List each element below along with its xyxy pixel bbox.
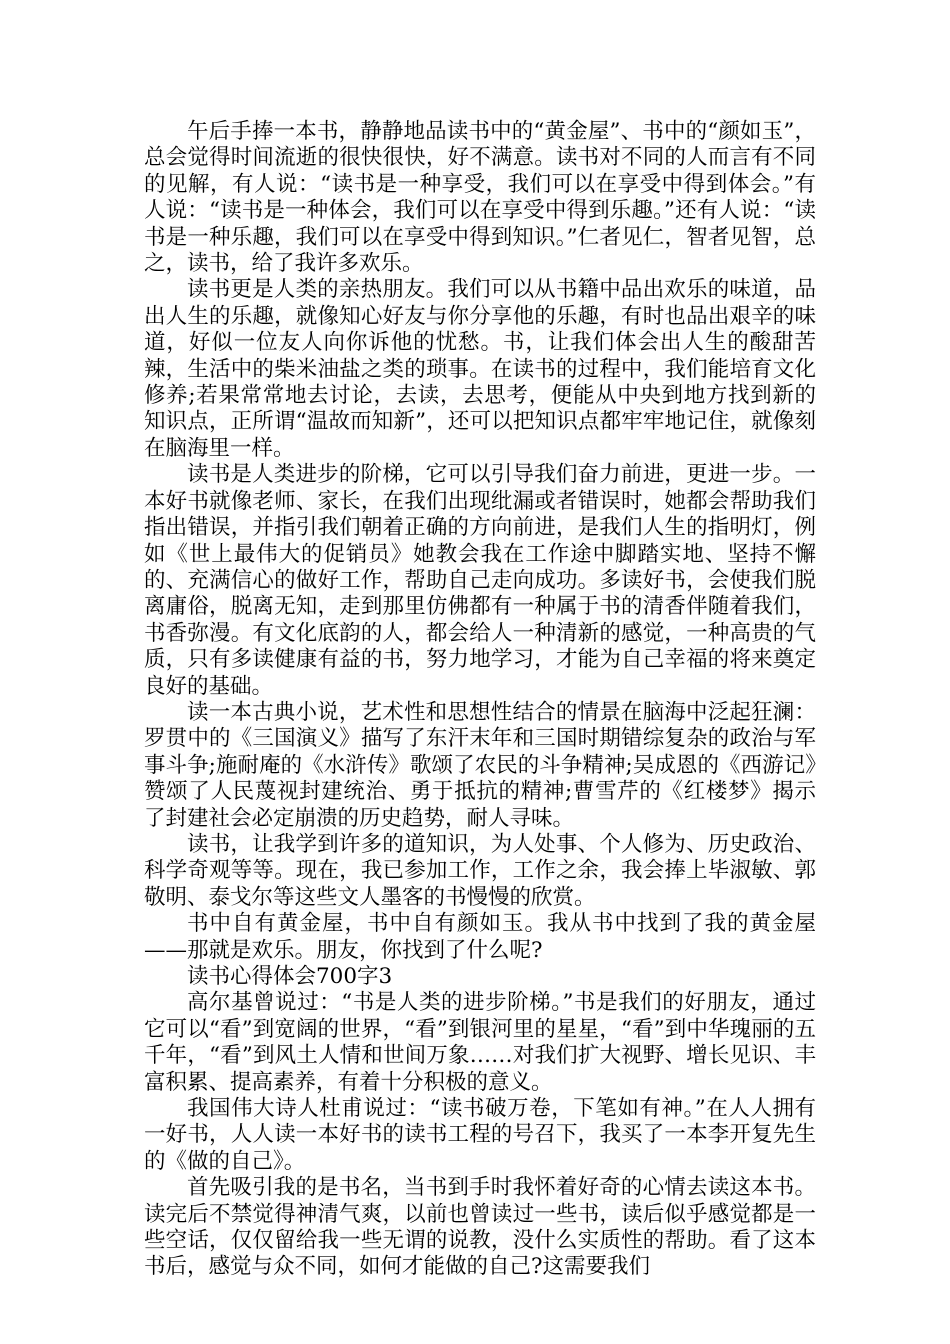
paragraph-reading-friend: 读书更是人类的亲热朋友。我们可以从书籍中品出欢乐的味道，品出人生的乐趣，就像知心好友与你分享他的乐趣，有时也品出艰辛的味道，好似一位友人向你诉他的忧愁。书，让我们体会出人生的酸甜苦辣，生活中的柴米油盐之类的琐事。在读书的过程中，我们能培育文化修养;若果常常地去讨论，去读，去思考，便能从中央到地方找到新的知识点，正所谓“温故而知新”，还可以把知识点都牢牢地记住，就像刻在脑海里一样。: [144, 277, 816, 461]
document-page: [144, 119, 816, 1281]
paragraph-reading-ladder: 读书是人类进步的阶梯，它可以引导我们奋力前进，更进一步。一本好书就像老师、家长，在我们出现纰漏或者错误时，她都会帮助我们指出错误，并指引我们朝着正确的方向前进，是我们人生的指明灯，例如《世上最伟大的促销员》她教会我在工作途中脚踏实地、坚持不懈的、充满信心的做好工作，帮助自己走向成功。多读好书，会使我们脱离庸俗，脱离无知，走到那里仿佛都有一种属于书的清香伴随着我们，书香弥漫。有文化底韵的人，都会给人一种清新的感觉，一种高贵的气质，只有多读健康有益的书，努力地学习，才能为自己幸福的将来奠定良好的基础。: [144, 462, 816, 699]
paragraph-learning: 读书，让我学到许多的道知识，为人处事、个人修为、历史政治、科学奇观等等。现在，我已参加工作，工作之余，我会捧上毕淑敏、郭敬明、泰戈尔等这些文人墨客的书慢慢的欣赏。: [144, 831, 816, 910]
paragraph-classic-novels: 读一本古典小说，艺术性和思想性结合的情景在脑海中泛起狂澜：罗贯中的《三国演义》描写了东汗末年和三国时期错综复杂的政治与军事斗争;施耐庵的《水浒传》歌颂了农民的斗争精神;吴成恩的《西游记》赞颂了人民蔑视封建统治、勇于抵抗的精神;曹雪芹的《红楼梦》揭示了封建社会必定崩溃的历史趋势，耐人寻味。: [144, 699, 816, 831]
paragraph-reading-joy: 午后手捧一本书，静静地品读书中的“黄金屋”、书中的“颜如玉”，总会觉得时间流逝的很快很快，好不满意。读书对不同的人而言有不同的见解，有人说：“读书是一种享受，我们可以在享受中得到体会。”有人说：“读书是一种体会，我们可以在享受中得到乐趣。”还有人说：“读书是一种乐趣，我们可以在享受中得到知识。”仁者见仁，智者见智，总之，读书，给了我许多欢乐。: [144, 119, 816, 277]
section-heading: 读书心得体会700字3: [187, 964, 393, 989]
paragraph-gorky-quote: 高尔基曾说过：“书是人类的进步阶梯。”书是我们的好朋友，通过它可以“看”到宽阔的世界，“看”到银河里的星星，“看”到中华瑰丽的五千年，“看”到风土人情和世间万象……对我们扩大视野、增长见识、丰富积累、提高素养，有着十分积极的意义。: [144, 990, 816, 1095]
paragraph-dufu-quote: 我国伟大诗人杜甫说过：“读书破万卷，下笔如有神。”在人人拥有一好书，人人读一本好书的读书工程的号召下，我买了一本李开复先生的《做的自己》。: [144, 1096, 816, 1174]
paragraph-golden-house: 书中自有黄金屋，书中自有颜如玉。我从书中找到了我的黄金屋——那就是欢乐。朋友，你找到了什么呢?: [144, 911, 816, 963]
paragraph-book-title: 首先吸引我的是书名，当书到手时我怀着好奇的心情去读这本书。读完后不禁觉得神清气爽，以前也曾读过一些书，读后似乎感觉都是一些空话，仅仅留给我一些无谓的说教，没什么实质性的帮助。看了这本书后，感觉与众不同，如何才能做的自己?这需要我们: [144, 1175, 816, 1280]
